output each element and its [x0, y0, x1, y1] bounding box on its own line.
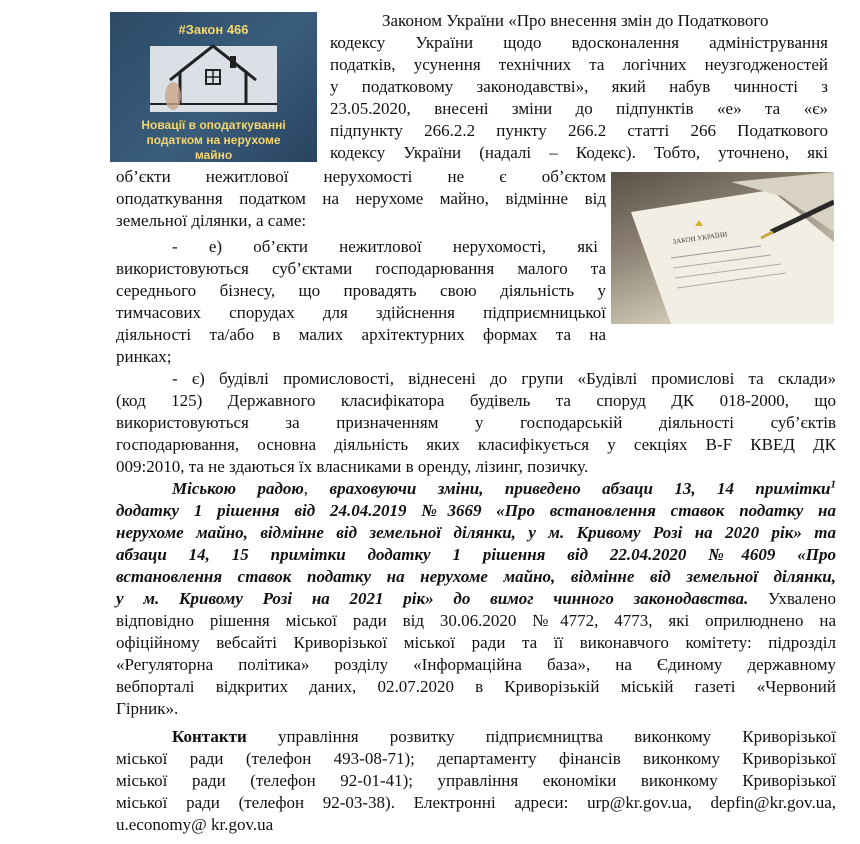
text-line: відповідно рішення міської ради від 30.06.2020 №4772, 4773, які оприлюднено на	[116, 611, 836, 630]
text-line: міської ради (телефон 92-03-38). Електронні адреси: urp@kr.gov.ua, depfin@kr.gov.ua,	[116, 793, 836, 812]
text-line: діяльності та/або в малих архітектурних формах та на	[116, 325, 606, 344]
text-span: Ухвалено	[748, 589, 836, 608]
text-span: управління розвитку підприємництва виконкому Криворізької	[246, 727, 836, 746]
law-document-photo	[611, 172, 834, 324]
contacts-line	[172, 726, 836, 748]
text-line: податків, усунення технічних та логічних неузгодженостей	[330, 55, 828, 74]
text-line: оподаткування податком на нерухоме майно, відмінне від	[116, 189, 606, 208]
text-line: підпункту 266.2.2 пункту 266.2 статті 266 Податкового	[330, 121, 828, 140]
image-hashtag: #Закон 466	[178, 22, 249, 37]
text-line: офіційному вебсайті Криворізької міської ради та її виконавчого комітету: підрозділ	[116, 633, 836, 652]
text-line	[116, 588, 836, 610]
document-photo-title: ЗАКОН УКРАЇНИ	[672, 230, 728, 246]
list-item-e: - е) об’єкти нежитлової нерухомості, які	[172, 237, 598, 256]
text-line	[172, 478, 836, 500]
text-line: ринках;	[116, 347, 172, 366]
document-photo-art	[611, 172, 834, 324]
caption-line: Новації в оподаткуванні	[141, 118, 286, 132]
text-line: 009:2010, та не здаються їх власниками в оренду, лізинг, позичку.	[116, 457, 589, 476]
text-line: використовуються суб’єктами господарювання малого та	[116, 259, 606, 278]
text-line: у податковому законодавстві», який набув чинності з	[330, 77, 828, 96]
emphasis: Міською радою	[172, 479, 304, 498]
text-line: нерухоме майно, відмінне від земельної ділянки, у м. Кривому Розі на 2020 рік» та	[116, 523, 836, 542]
text-line: u.economy@ kr.gov.ua	[116, 815, 274, 834]
text-line: міської ради (телефон 493-08-71); департаменту фінансів виконкому Криворізької	[116, 749, 836, 768]
text-line: абзаци 14, 15 примітки додатку 1 рішення від 22.04.2020 №4609 «Про	[116, 545, 836, 564]
list-item-ye: - є) будівлі промисловості, віднесені до групи «Будівлі промислові та склади»	[172, 369, 836, 388]
caption-line: податком на нерухоме	[146, 133, 281, 147]
text-line: встановлення ставок податку на нерухоме майно, відмінне від земельної ділянки,	[116, 567, 836, 586]
text-line: тимчасових спорудах для здійснення підприємницької	[116, 303, 606, 322]
text-line: додатку 1 рішення від 24.04.2019 №3669 «Про встановлення ставок податку на	[116, 501, 836, 520]
text-line: міської ради (телефон 92-01-41); управління економіки виконкому Криворізької	[116, 771, 836, 790]
text-line: Гірник».	[116, 699, 179, 718]
text-line: вебпорталі відкритих даних, 02.07.2020 в Криворізькій міській газеті «Червоний	[116, 677, 836, 696]
separator: ,	[303, 479, 330, 498]
text-line: земельної ділянки, а саме:	[116, 211, 307, 230]
text-line: кодексу України щодо вдосконалення адміністрування	[330, 33, 828, 52]
emphasis: у м. Кривому Розі на 2021 рік» до вимог чинного законодавства.	[116, 589, 749, 608]
caption-line: майно	[194, 148, 233, 162]
contacts-label: Контакти	[172, 727, 247, 746]
image-caption	[110, 118, 317, 162]
text-line: (код 125) Державного класифікатора будівель та споруд ДК 018-2000, що	[116, 391, 836, 410]
text-line: Законом України «Про внесення змін до Податкового	[382, 11, 769, 30]
text-line: «Регуляторна політика» розділу «Інформаційна база», на Єдиному державному	[116, 655, 836, 674]
text-line: господарювання, основна діяльність яких класифікується у секціях B-F КВЕД ДК	[116, 435, 836, 454]
text-line: використовуються за призначенням у господарській діяльності суб’єктів	[116, 413, 836, 432]
emphasis: враховуючи зміни, приведено абзаци 13, 14 примітки	[329, 479, 831, 498]
text-line: 23.05.2020, внесені зміни до підпунктів «е» та «є»	[330, 99, 828, 118]
footnote-mark: 1	[830, 478, 836, 491]
text-line: середнього бізнесу, що провадять свою діяльність у	[116, 281, 606, 300]
text-line: кодексу України (надалі – Кодекс). Тобто, уточнено, які	[330, 143, 828, 162]
law-466-illustration	[110, 12, 317, 162]
text-line: об’єкти нежитлової нерухомості не є об’єктом	[116, 167, 606, 186]
